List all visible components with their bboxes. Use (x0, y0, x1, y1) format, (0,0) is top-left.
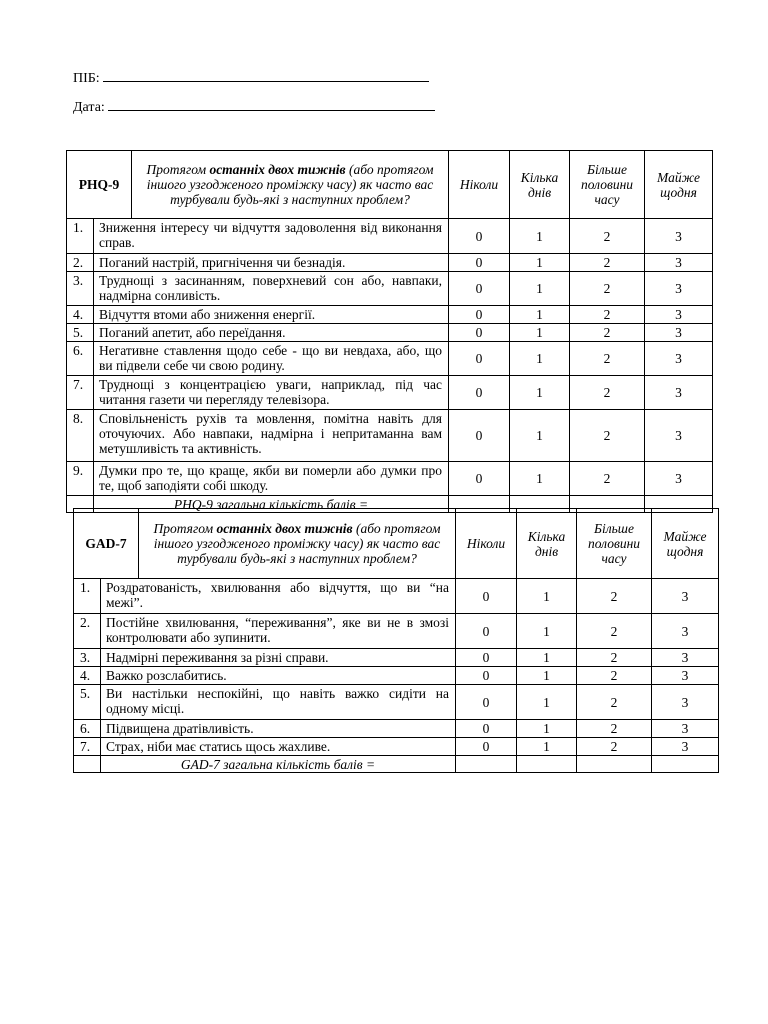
score-never[interactable]: 0 (449, 254, 510, 272)
gad7-item-row (74, 579, 719, 614)
phq9-header-row (67, 151, 713, 219)
item-number: 7. (74, 738, 101, 756)
item-number: 6. (74, 720, 101, 738)
score-never[interactable]: 0 (449, 219, 510, 254)
score-more-than-half[interactable]: 2 (577, 649, 652, 667)
score-never[interactable]: 0 (456, 720, 517, 738)
score-several-days[interactable]: 1 (517, 738, 577, 756)
item-number: 4. (67, 306, 94, 324)
score-more-than-half[interactable]: 2 (570, 254, 645, 272)
phq9-item-row (67, 324, 713, 342)
score-more-than-half[interactable]: 2 (570, 462, 645, 496)
score-more-than-half[interactable]: 2 (577, 579, 652, 614)
item-text: Думки про те, що краще, якби ви померли або думки про те, щоб заподіяти собі шкоду. (94, 462, 449, 496)
score-more-than-half[interactable]: 2 (570, 324, 645, 342)
name-label: ПІБ: (73, 71, 100, 86)
total-never-cell[interactable] (456, 756, 517, 773)
col-several-days-header: Кілька днів (510, 151, 570, 219)
item-number: 1. (74, 579, 101, 614)
date-input-line[interactable] (108, 98, 435, 111)
score-nearly-every-day[interactable]: 3 (652, 649, 719, 667)
item-number: 2. (67, 254, 94, 272)
score-several-days[interactable]: 1 (510, 219, 570, 254)
col-more-than-half-header: Більше половини часу (570, 151, 645, 219)
score-never[interactable]: 0 (449, 342, 510, 376)
score-more-than-half[interactable]: 2 (570, 342, 645, 376)
gad7-item-row (74, 720, 719, 738)
score-never[interactable]: 0 (456, 649, 517, 667)
col-nearly-every-day-header: Майже щодня (645, 151, 713, 219)
score-never[interactable]: 0 (449, 462, 510, 496)
phq9-item-row (67, 306, 713, 324)
score-never[interactable]: 0 (449, 410, 510, 462)
col-several-days-header: Кілька днів (517, 509, 577, 579)
phq9-question-header: Протягом останніх двох тижнів (або протягом іншого узгодженого проміжку часу) як часто вас турбували будь-які з наступних проблем? (146, 162, 434, 207)
gad7-item-row (74, 667, 719, 685)
score-several-days[interactable]: 1 (510, 254, 570, 272)
date-label: Дата: (73, 100, 105, 115)
score-several-days[interactable]: 1 (510, 462, 570, 496)
score-nearly-every-day[interactable]: 3 (645, 254, 713, 272)
score-never[interactable]: 0 (456, 667, 517, 685)
score-nearly-every-day[interactable]: 3 (652, 738, 719, 756)
item-text: Ви настільки неспокійні, що навіть важко сидіти на одному місці. (101, 685, 456, 720)
score-nearly-every-day[interactable]: 3 (645, 306, 713, 324)
gad7-header-row (74, 509, 719, 579)
item-text: Поганий настрій, пригнічення чи безнадія. (94, 254, 449, 272)
phq9-item-row (67, 342, 713, 376)
score-several-days[interactable]: 1 (510, 410, 570, 462)
gad7-code: GAD-7 (74, 509, 139, 578)
phq9-item-row (67, 219, 713, 254)
item-number: 9. (67, 462, 94, 496)
item-number: 2. (74, 614, 101, 649)
col-never-header: Ніколи (449, 151, 510, 219)
total-more-than-half-cell[interactable] (577, 756, 652, 773)
score-nearly-every-day[interactable]: 3 (652, 579, 719, 614)
total-nearly-every-day-cell[interactable] (652, 756, 719, 773)
score-nearly-every-day[interactable]: 3 (645, 272, 713, 306)
gad7-item-row (74, 649, 719, 667)
phq9-table (66, 150, 713, 513)
item-text: Страх, ніби має статись щось жахливе. (101, 738, 456, 756)
item-text: Негативне ставлення щодо себе - що ви невдаха, або, що ви підвели себе чи свою родину. (94, 342, 449, 376)
score-more-than-half[interactable]: 2 (577, 720, 652, 738)
phq9-item-row (67, 410, 713, 462)
item-text: Поганий апетит, або переїдання. (94, 324, 449, 342)
score-more-than-half[interactable]: 2 (577, 667, 652, 685)
score-nearly-every-day[interactable]: 3 (645, 410, 713, 462)
score-several-days[interactable]: 1 (517, 667, 577, 685)
score-never[interactable]: 0 (449, 306, 510, 324)
score-more-than-half[interactable]: 2 (570, 376, 645, 410)
col-more-than-half-header: Більше половини часу (577, 509, 652, 579)
phq9-item-row (67, 462, 713, 496)
score-more-than-half[interactable]: 2 (570, 410, 645, 462)
score-never[interactable]: 0 (449, 324, 510, 342)
score-nearly-every-day[interactable]: 3 (652, 614, 719, 649)
gad7-question-header: Протягом останніх двох тижнів (або протягом іншого узгодженого проміжку часу) як часто вас турбували будь-які з наступних проблем? (153, 521, 441, 566)
item-text: Відчуття втоми або зниження енергії. (94, 306, 449, 324)
score-nearly-every-day[interactable]: 3 (652, 720, 719, 738)
score-never[interactable]: 0 (449, 272, 510, 306)
total-number-cell (74, 756, 101, 773)
item-number: 1. (67, 219, 94, 254)
item-number: 8. (67, 410, 94, 462)
score-several-days[interactable]: 1 (517, 649, 577, 667)
col-never-header: Ніколи (456, 509, 517, 579)
gad7-table (73, 508, 719, 773)
score-several-days[interactable]: 1 (510, 306, 570, 324)
phq9-total-label: PHQ-9 загальна кількість балів = (94, 496, 449, 513)
item-text: Постійне хвилювання, “переживання”, яке ви не в змозі контролювати або зупинити. (101, 614, 456, 649)
item-number: 3. (74, 649, 101, 667)
score-never[interactable]: 0 (449, 376, 510, 410)
score-several-days[interactable]: 1 (517, 579, 577, 614)
name-input-line[interactable] (103, 69, 429, 82)
score-nearly-every-day[interactable]: 3 (645, 219, 713, 254)
name-field (73, 69, 429, 87)
total-several-days-cell[interactable] (517, 756, 577, 773)
item-text: Сповільненість рухів та мовлення, помітна навіть для оточуючих. Або навпаки, надмірна і непритаманна вам метушливість та активність. (94, 410, 449, 462)
item-number: 3. (67, 272, 94, 306)
score-several-days[interactable]: 1 (510, 376, 570, 410)
gad7-item-row (74, 685, 719, 720)
item-number: 6. (67, 342, 94, 376)
gad7-total-row (74, 756, 719, 773)
score-several-days[interactable]: 1 (510, 324, 570, 342)
item-number: 4. (74, 667, 101, 685)
item-number: 5. (74, 685, 101, 720)
score-more-than-half[interactable]: 2 (577, 614, 652, 649)
item-text: Надмірні переживання за різні справи. (101, 649, 456, 667)
score-several-days[interactable]: 1 (510, 342, 570, 376)
item-text: Роздратованість, хвилювання або відчуття, що ви “на межі”. (101, 579, 456, 614)
score-nearly-every-day[interactable]: 3 (645, 342, 713, 376)
score-nearly-every-day[interactable]: 3 (652, 667, 719, 685)
item-text: Важко розслабитись. (101, 667, 456, 685)
score-more-than-half[interactable]: 2 (570, 272, 645, 306)
score-several-days[interactable]: 1 (517, 720, 577, 738)
item-text: Підвищена дратівливість. (101, 720, 456, 738)
score-more-than-half[interactable]: 2 (570, 306, 645, 324)
item-number: 7. (67, 376, 94, 410)
gad7-item-row (74, 614, 719, 649)
phq9-code: PHQ-9 (67, 151, 132, 218)
date-field (73, 98, 435, 116)
item-text: Зниження інтересу чи відчуття задоволення від виконання справ. (94, 219, 449, 254)
score-more-than-half[interactable]: 2 (577, 685, 652, 720)
score-more-than-half[interactable]: 2 (577, 738, 652, 756)
score-nearly-every-day[interactable]: 3 (645, 324, 713, 342)
phq9-item-row (67, 254, 713, 272)
score-never[interactable]: 0 (456, 579, 517, 614)
col-nearly-every-day-header: Майже щодня (652, 509, 719, 579)
score-nearly-every-day[interactable]: 3 (652, 685, 719, 720)
score-more-than-half[interactable]: 2 (570, 219, 645, 254)
item-text: Труднощі з засинанням, поверхневий сон або, навпаки, надмірна сонливість. (94, 272, 449, 306)
phq9-item-row (67, 272, 713, 306)
score-never[interactable]: 0 (456, 685, 517, 720)
gad7-total-label: GAD-7 загальна кількість балів = (101, 756, 456, 773)
score-several-days[interactable]: 1 (517, 614, 577, 649)
item-text: Труднощі з концентрацією уваги, наприклад, під час читання газети чи перегляду телевізора. (94, 376, 449, 410)
score-several-days[interactable]: 1 (510, 272, 570, 306)
score-nearly-every-day[interactable]: 3 (645, 376, 713, 410)
score-never[interactable]: 0 (456, 614, 517, 649)
item-number: 5. (67, 324, 94, 342)
phq9-item-row (67, 376, 713, 410)
score-nearly-every-day[interactable]: 3 (645, 462, 713, 496)
score-several-days[interactable]: 1 (517, 685, 577, 720)
score-never[interactable]: 0 (456, 738, 517, 756)
gad7-item-row (74, 738, 719, 756)
